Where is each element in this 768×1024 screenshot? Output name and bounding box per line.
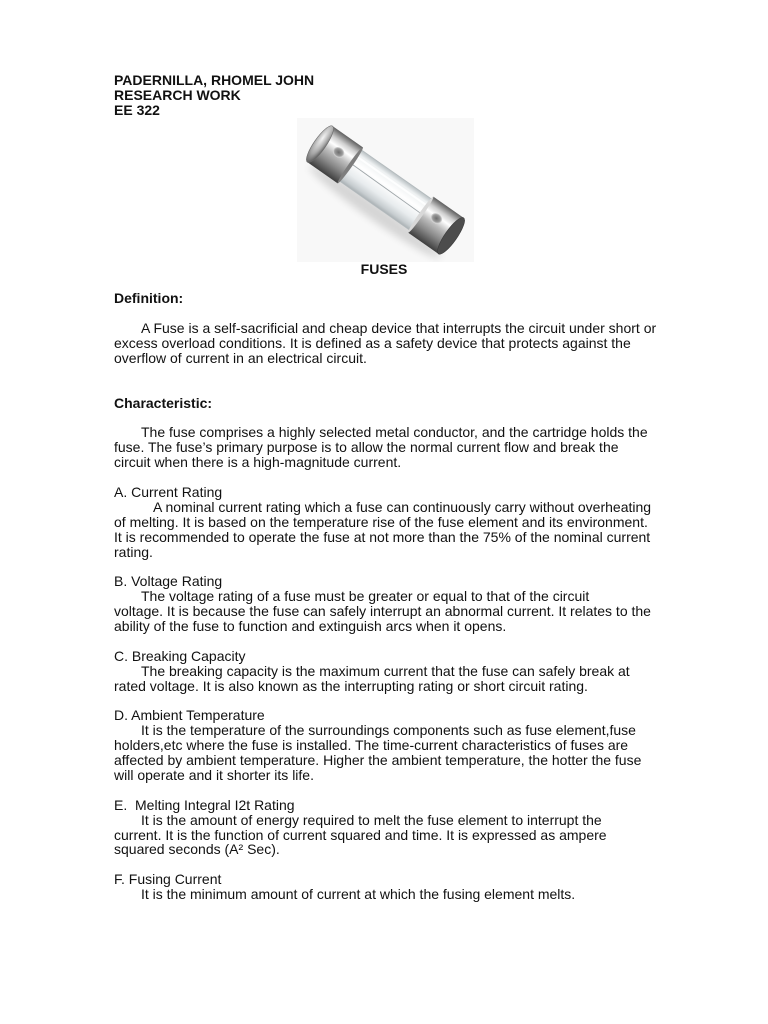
rating-heading-melting-integral: E. Melting Integral I2t Rating	[114, 796, 295, 813]
document-body	[114, 73, 659, 902]
rating-line: A nominal current rating which a fuse can continuously carry without overheating	[153, 498, 652, 515]
definition-line: overflow of current in an electrical circuit.	[114, 350, 367, 367]
characteristic-line: fuse. The fuse’s primary purpose is to allow the normal current flow and break the	[114, 439, 619, 456]
characteristic-line: The fuse comprises a highly selected metal conductor, and the cartridge holds the	[141, 424, 648, 441]
rating-line: It is the minimum amount of current at which the fusing element melts.	[141, 886, 576, 903]
rating-line: The voltage rating of a fuse must be greater or equal to that of the circuit	[141, 588, 590, 605]
definition-heading: Definition:	[114, 290, 184, 307]
author-name: PADERNILLA, RHOMEL JOHN	[114, 72, 315, 88]
rating-line: rated voltage. It is also known as the interrupting rating or short circuit rating.	[114, 677, 588, 694]
definition-line: A Fuse is a self-sacrificial and cheap device that interrupts the circuit under short or	[141, 320, 657, 337]
rating-heading-voltage: B. Voltage Rating	[114, 573, 223, 590]
rating-line: The breaking capacity is the maximum current that the fuse can safely break at	[141, 662, 630, 679]
rating-line: current. It is the function of current squared and time. It is expressed as ampere	[114, 826, 607, 843]
rating-heading-current: A. Current Rating	[114, 484, 223, 501]
rating-line: It is the temperature of the surroundings components such as fuse element,fuse	[141, 722, 636, 739]
rating-line: holders,etc where the fuse is installed. The time-current characteristics of fuses are	[114, 737, 629, 754]
rating-line: will operate and it shorter its life.	[114, 766, 314, 783]
fuse-photo	[297, 118, 474, 262]
definition-line: excess overload conditions. It is defined as a safety device that protects against the	[114, 335, 631, 352]
rating-line: It is the amount of energy required to melt the fuse element to interrupt the	[141, 811, 602, 828]
rating-line: rating.	[114, 543, 153, 560]
characteristic-line: circuit when there is a high-magnitude current.	[114, 454, 402, 471]
rating-heading-fusing-current: F. Fusing Current	[114, 871, 222, 888]
rating-line: It is recommended to operate the fuse at not more than the 75% of the nominal current	[114, 528, 651, 545]
rating-line: voltage. It is because the fuse can safely interrupt an abnormal current. It relates to the	[114, 603, 651, 620]
document-title: FUSES	[360, 260, 408, 277]
characteristic-heading: Characteristic:	[114, 394, 213, 411]
course-code: EE 322	[114, 101, 160, 118]
rating-line: ability of the fuse to function and extinguish arcs when it opens.	[114, 618, 507, 635]
rating-line: affected by ambient temperature. Higher the ambient temperature, the hotter the fuse	[114, 752, 642, 769]
rating-line: of melting. It is based on the temperature rise of the fuse element and its environment.	[114, 513, 648, 530]
rating-line: squared seconds (A² Sec).	[114, 841, 280, 858]
rating-heading-breaking-capacity: C. Breaking Capacity	[114, 647, 246, 664]
document-type: RESEARCH WORK	[114, 86, 241, 103]
rating-heading-ambient-temperature: D. Ambient Temperature	[114, 707, 265, 724]
